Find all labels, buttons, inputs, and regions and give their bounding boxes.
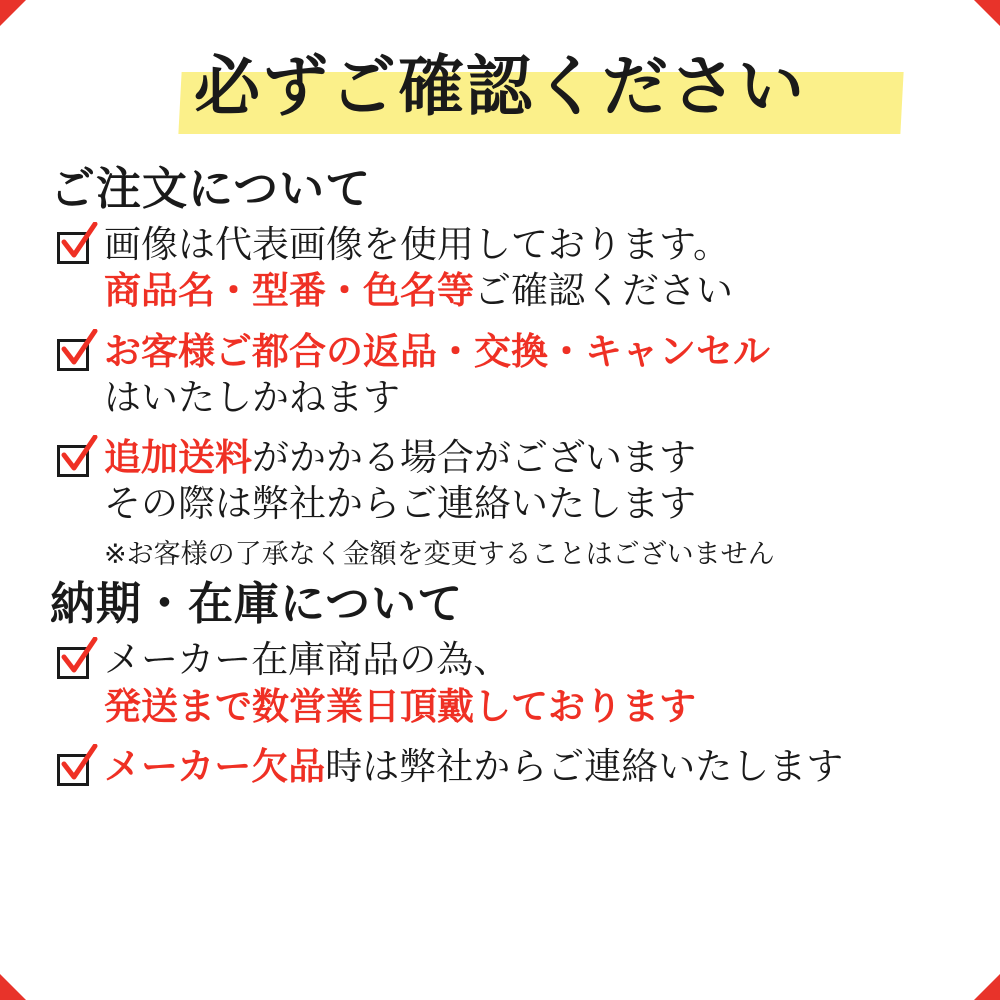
checkbox-icon [54, 748, 96, 790]
corner-accent-bottom-left [0, 974, 26, 1000]
corner-accent-top-left [0, 0, 26, 26]
list-item [40, 222, 960, 315]
list-item-line [104, 481, 960, 527]
list-item-line [104, 684, 960, 730]
list-item-line [104, 222, 960, 268]
checkbox-icon [54, 226, 96, 268]
list-item-line [104, 268, 960, 314]
list-item [40, 329, 960, 422]
page-title: 必ずご確認ください [194, 48, 806, 125]
text-run: メーカー在庫商品の為、 [104, 638, 511, 682]
text-run-emphasis: 追加送料 [104, 436, 252, 479]
corner-accent-top-right [974, 0, 1000, 26]
text-run-emphasis: メーカー欠品 [104, 744, 326, 788]
text-run: がかかる場合がございます [252, 436, 696, 479]
text-run-emphasis: 発送まで数営業日頂戴しております [104, 684, 696, 728]
checkbox-icon [54, 439, 96, 481]
check-mark-icon [60, 637, 98, 679]
check-mark-icon [60, 329, 98, 371]
check-mark-icon [60, 435, 98, 477]
checkbox-icon [54, 333, 96, 375]
section-heading-order: ご注文について [50, 162, 372, 215]
text-run-emphasis: お客様ご都合の返品・交換・キャンセル [104, 329, 770, 373]
text-run: その際は弊社からご連絡いたします [104, 482, 696, 526]
section-order [40, 162, 960, 571]
list-item-line [104, 375, 960, 421]
corner-accent-bottom-right [974, 974, 1000, 1000]
list-item-line [104, 637, 960, 683]
check-mark-icon [60, 222, 98, 264]
text-run: ご確認ください [474, 269, 733, 313]
text-run: 画像は代表画像を使用しております。 [104, 223, 731, 266]
check-mark-icon [60, 744, 98, 786]
section-heading-delivery: 納期・在庫について [50, 577, 464, 631]
text-run-emphasis: 商品名・型番・色名等 [104, 269, 474, 313]
list-item-line [104, 744, 960, 790]
list-item-line [104, 435, 960, 481]
list-item-note: ※お客様の了承なく金額を変更することはございません [104, 538, 775, 570]
section-delivery [40, 577, 960, 790]
checkbox-icon [54, 641, 96, 683]
page-title-block [40, 36, 960, 148]
list-item [40, 435, 960, 528]
list-item-line [104, 329, 960, 375]
text-run: 時は弊社からご連絡いたします [325, 744, 844, 788]
list-item [40, 637, 960, 730]
list-item [40, 744, 960, 790]
text-run: はいたしかねます [104, 375, 400, 419]
